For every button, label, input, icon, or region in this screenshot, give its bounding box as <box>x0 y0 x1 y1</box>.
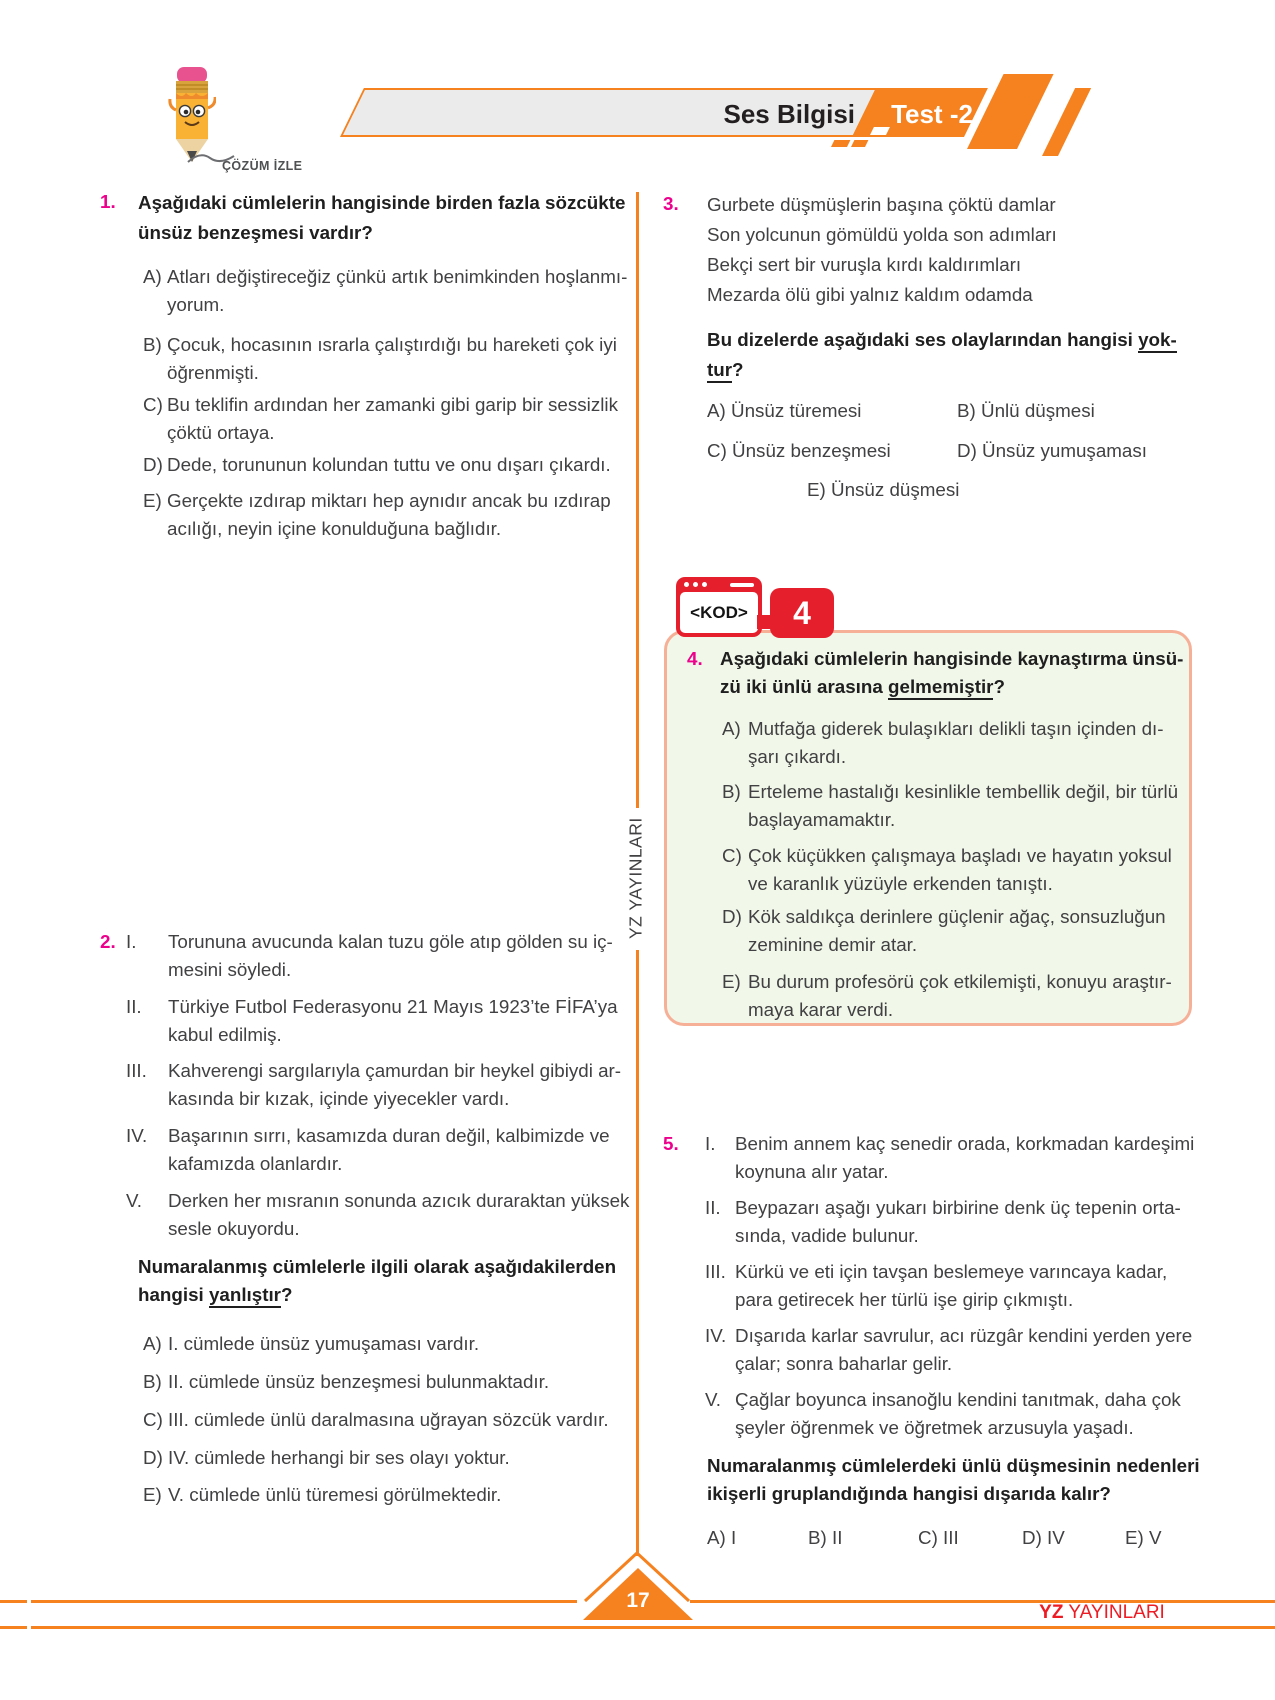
footer-brand <box>1002 1602 1202 1624</box>
question-5-number: 5. <box>663 1133 679 1154</box>
question-5-item-5: V. Çağlar boyunca insanoğlu kendini tanıtmak, daha çok şeyler öğrenmek ve öğretmek arzusuyla yaşadı. <box>705 1389 1181 1438</box>
question-3-option-c: C) Ünsüz benzeşmesi <box>707 440 891 461</box>
option-letter: A) <box>143 266 162 287</box>
question-5-option-a: A) I <box>707 1527 737 1548</box>
option-letter: C) <box>143 394 163 415</box>
question-2-item-1: I. Torununa avucunda kalan tuzu göle atıp gölden su iç- mesini söyledi. <box>126 928 597 984</box>
question-5-option-e: E) V <box>1125 1527 1162 1548</box>
question-3-stem <box>707 325 1192 385</box>
question-5-option-b: B) II <box>808 1527 843 1548</box>
footer-brand-rest: YAYINLARI <box>1063 1602 1165 1623</box>
question-2-option-c: C) III. cümlede ünlü daralmasına uğrayan sözcük vardır. <box>143 1409 609 1430</box>
column-divider-bottom <box>636 950 639 1556</box>
stem-line-2: zü iki ünlü arasına gelmemiştir? <box>720 673 1168 701</box>
stem-line-1: Numaralanmış cümlelerle ilgili olarak aşağıdakilerden <box>138 1256 617 1277</box>
underlined-word: yok- <box>1138 329 1177 353</box>
question-2-number: 2. <box>100 931 116 952</box>
question-4-stem <box>720 645 1184 701</box>
stem-line-2: hangisi yanlıştır? <box>138 1281 597 1309</box>
stem-line-1: Aşağıdaki cümlelerin hangisinde kaynaştırma ünsü- <box>720 648 1184 669</box>
question-5-item-4: IV. Dışarıda karlar savrulur, acı rüzgâr kendini yerden yere çalar; sonra baharlar gelir. <box>705 1325 1193 1374</box>
question-5-item-2: II. Beypazarı aşağı yukarı birbirine denk üç tepenin orta- sında, vadide bulunur. <box>705 1197 1181 1246</box>
question-4-option-a: A) Mutfağa giderek bulaşıkları delikli taşın içinden dı- şarı çıkardı. <box>722 718 1164 767</box>
footer-rule-bottom <box>0 1626 27 1629</box>
question-4-option-d: D) Kök saldıkça derinlere güçlenir ağaç, sonsuzluğun zeminine demir atar. <box>722 906 1166 955</box>
question-3-option-d: D) Ünsüz yumuşaması <box>957 440 1147 461</box>
kod-dot <box>684 582 689 587</box>
kod-dash <box>730 583 754 587</box>
header-dash-orange-1 <box>831 140 850 147</box>
item-numeral: IV. <box>126 1125 148 1146</box>
question-4-option-b: B) Erteleme hastalığı kesinlikle tembellik değil, bir türlü başlayamamaktır. <box>722 781 1179 830</box>
item-numeral: V. <box>126 1190 143 1211</box>
question-4-option-c: C) Çok küçükken çalışmaya başladı ve hayatın yoksul ve karanlık yüzüyle erkenden tanıştı. <box>722 845 1172 894</box>
question-3-option-a: A) Ünsüz türemesi <box>707 400 862 421</box>
item-numeral: II. <box>126 996 142 1017</box>
question-3-number: 3. <box>663 193 679 214</box>
question-1-number: 1. <box>100 191 116 212</box>
item-numeral: III. <box>126 1060 147 1081</box>
question-2-stem <box>138 1253 617 1309</box>
question-1-option-e: E) Gerçekte ızdırap miktarı hep aynıdır ancak bu ızdırap acılığı, neyin içine konulduğuna bağlıdır. <box>143 487 597 543</box>
column-divider-top <box>636 192 639 808</box>
question-5-option-d: D) IV <box>1022 1527 1065 1548</box>
kod-badge-label: <KOD> <box>680 592 758 633</box>
question-2-item-5: V. Derken her mısranın sonunda azıcık duraraktan yüksek sesle okuyordu. <box>126 1187 597 1243</box>
header-stripe-thin <box>1042 88 1091 156</box>
stem-line-1: Bu dizelerde aşağıdaki ses olaylarından hangisi yok- <box>707 325 1192 355</box>
footer-rule-top <box>31 1600 577 1603</box>
question-3-option-e: E) Ünsüz düşmesi <box>807 479 960 500</box>
kod-number: 4 <box>793 594 811 631</box>
underlined-word: yanlıştır <box>209 1284 281 1308</box>
question-3-option-b: B) Ünlü düşmesi <box>957 400 1095 421</box>
question-1-option-b: B) Çocuk, hocasının ısrarla çalıştırdığı bu hareketi çok iyi öğrenmişti. <box>143 331 597 387</box>
footer-brand-bold: YZ <box>1039 1602 1064 1623</box>
divider-brand-vertical: YZ YAYINLARI <box>625 817 646 939</box>
question-1-option-c: C) Bu teklifin ardından her zamanki gibi garip bir sessizlik çöktü ortaya. <box>143 391 597 447</box>
solution-watch-label: ÇÖZÜM İZLE <box>222 159 303 173</box>
question-5-item-3: III. Kürkü ve eti için tavşan beslemeye varıncaya kadar, para getirecek her türlü işe girip çıkmıştı. <box>705 1261 1168 1310</box>
test-label: Test -2 <box>891 99 973 129</box>
item-numeral: I. <box>126 931 137 952</box>
question-2-option-e: E) V. cümlede ünlü türemesi görülmektedir. <box>143 1484 502 1505</box>
option-letter: B) <box>143 334 162 355</box>
kod-dot <box>702 582 707 587</box>
question-1-option-d: D) Dede, torununun kolundan tuttu ve onu dışarı çıkardı. <box>143 451 597 479</box>
question-4-number: 4. <box>687 648 703 669</box>
question-5-item-1: I. Benim annem kaç senedir orada, korkmadan kardeşimi koynuna alır yatar. <box>705 1133 1195 1182</box>
underlined-word: gelmemiştir <box>888 676 993 700</box>
question-3-verse: Gurbete düşmüşlerin başına çöktü damlar Son yolcunun gömüldü yolda son adımları Bekçi sert bir vuruşla kırdı kaldırımları Mezarda ölü gibi yalnız kaldım odamda <box>707 194 1057 305</box>
footer-rule-bottom <box>31 1626 1275 1629</box>
header-dash-orange-2 <box>851 140 868 147</box>
kod-badge <box>676 577 762 637</box>
question-2-item-4: IV. Başarının sırrı, kasamızda duran değil, kalbimizde ve kafamızda olanlardır. <box>126 1122 597 1178</box>
question-2-item-3: III. Kahverengi sargılarıyla çamurdan bir heykel gibiydi ar- kasında bir kızak, içinde yiyecekler vardı. <box>126 1057 597 1113</box>
underlined-word: tur <box>707 359 732 383</box>
stem-line-2: tur? <box>707 355 1192 385</box>
footer-rule-top <box>0 1600 27 1603</box>
question-1-stem: Aşağıdaki cümlelerin hangisinde birden fazla sözcükte ünsüz benzeşmesi vardır? <box>138 192 626 243</box>
question-2-option-a: A) I. cümlede ünsüz yumuşaması vardır. <box>143 1333 480 1354</box>
option-letter: E) <box>143 490 162 511</box>
question-2-option-d: D) IV. cümlede herhangi bir ses olayı yoktur. <box>143 1447 510 1468</box>
question-2-option-b: B) II. cümlede ünsüz benzeşmesi bulunmaktadır. <box>143 1371 550 1392</box>
kod-number-box <box>770 588 834 638</box>
question-5-stem: Numaralanmış cümlelerdeki ünlü düşmesinin nedenleri ikişerli gruplandığında hangisi dışarıda kalır? <box>707 1455 1200 1504</box>
kod-dot <box>693 582 698 587</box>
question-2-item-2: II. Türkiye Futbol Federasyonu 21 Mayıs 1923’te FİFA’ya kabul edilmiş. <box>126 993 597 1049</box>
option-letter: D) <box>143 454 163 475</box>
page-number: 17 <box>626 1589 650 1612</box>
question-4-option-e: E) Bu durum profesörü çok etkilemişti, konuyu araştır- maya karar verdi. <box>722 971 1172 1020</box>
question-1-option-a: A) Atları değiştireceğiz çünkü artık benimkinden hoşlanmı- yorum. <box>143 263 597 319</box>
question-5-option-c: C) III <box>918 1527 959 1548</box>
section-title: Ses Bilgisi <box>723 99 855 129</box>
